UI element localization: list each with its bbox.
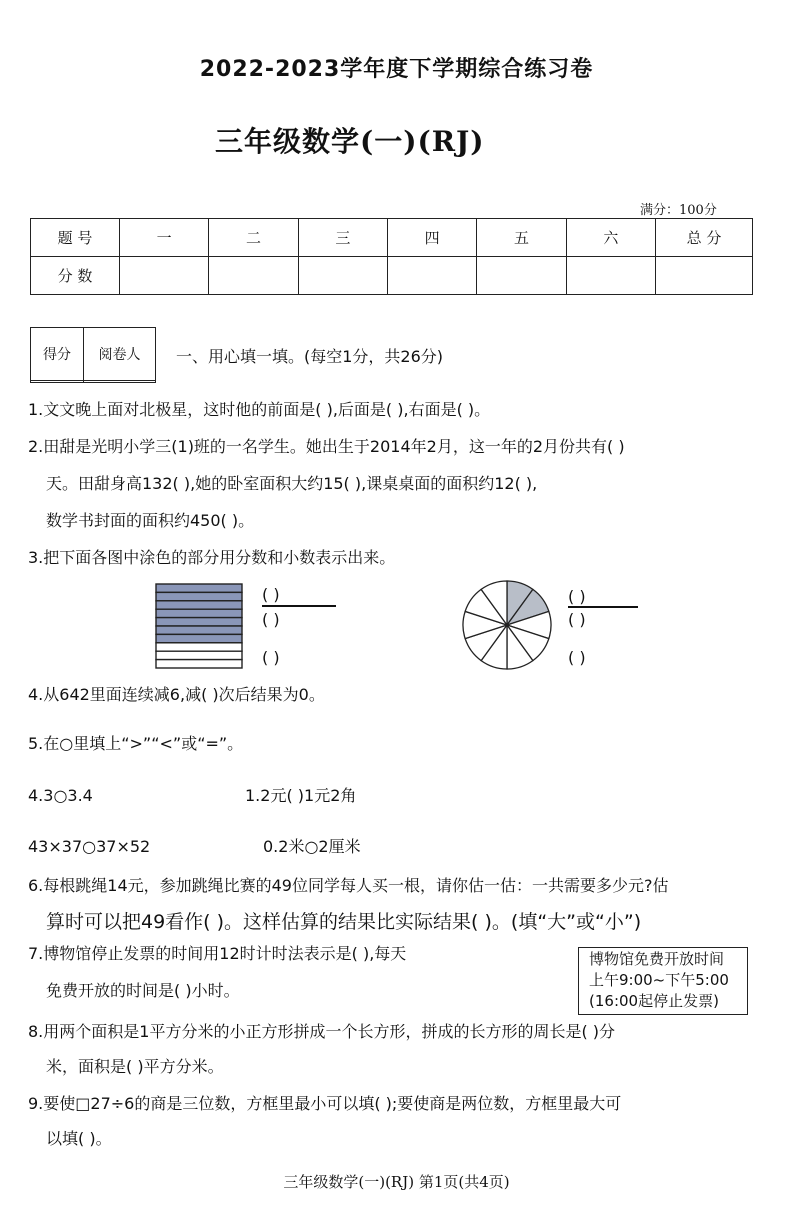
question-5-a: 4.3○3.4 [28,786,93,805]
score-row-label: 分 数 [31,257,120,295]
question-2-line-1: 2.田甜是光明小学三(1)班的一名学生。她出生于2014年2月，这一年的2月份共有( ) [28,437,625,456]
question-4: 4.从642里面连续减6,减( )次后结果为0。 [28,685,325,704]
circle-fraction-bar [568,606,638,608]
museum-hours-line: 博物馆免费开放时间 [589,950,725,968]
question-5-d: 0.2米○2厘米 [263,837,361,856]
question-9-line-1: 9.要使□27÷6的商是三位数，方框里最小可以填( );要使商是两位数，方框里最大可 [28,1094,622,1113]
circle-decimal-answer: ( ) [568,648,586,667]
question-8-line-1: 8.用两个面积是1平方分米的小正方形拼成一个长方形，拼成的长方形的周长是( )分 [28,1022,616,1041]
shaded-strip [156,609,242,617]
shaded-strip [156,634,242,642]
grader-score-cell[interactable] [31,380,84,383]
score-cell[interactable] [209,257,298,295]
score-cell[interactable] [298,257,387,295]
question-8-line-2: 米，面积是( )平方分米。 [46,1057,224,1076]
score-header-cell: 二 [209,219,298,257]
grader-name-cell[interactable] [84,380,156,383]
section-1-heading: 一、用心填一填。(每空1分，共26分) [176,347,444,366]
question-6-line-1: 6.每根跳绳14元，参加跳绳比赛的49位同学每人买一根，请你估一估：一共需要多少元?估 [28,876,669,895]
score-header-cell: 题 号 [31,219,120,257]
score-cell[interactable] [387,257,476,295]
question-7-line-2: 免费开放的时间是( )小时。 [46,981,240,1000]
striped-rectangle-figure [150,580,250,672]
question-5-b: 1.2元( )1元2角 [245,786,357,805]
exam-subtitle: 三年级数学(一)(RJ) [215,125,485,158]
score-cell[interactable] [566,257,655,295]
shaded-strip [156,584,242,592]
question-5-c: 43×37○37×52 [28,837,151,856]
score-header-cell: 总 分 [656,219,753,257]
rect-fraction-numerator: ( ) [262,585,280,604]
question-2-line-3: 数学书封面的面积约450( )。 [46,511,255,530]
score-header-cell: 六 [566,219,655,257]
score-cell[interactable] [120,257,209,295]
score-header-cell: 四 [387,219,476,257]
circle-fraction-denominator: ( ) [568,610,586,629]
museum-hours-line: 上午9:00~下午5:00 [589,971,729,989]
grader-box [30,327,156,383]
shaded-strip [156,626,242,634]
question-2-line-2: 天。田甜身高132( ),她的卧室面积大约15( ),课桌桌面的面积约12( ), [46,474,538,493]
grader-score-label: 得分 [31,328,84,381]
full-score: 满分：100分 [640,203,717,218]
score-header-cell: 三 [298,219,387,257]
question-1: 1.文文晚上面对北极星，这时他的前面是( ),后面是( ),右面是( )。 [28,400,491,419]
rect-fraction-bar [262,605,336,607]
score-table-value-row [31,257,753,295]
museum-hours-line: (16:00起停止发票) [589,992,719,1010]
unshaded-strip [156,651,242,659]
score-header-cell: 一 [120,219,209,257]
shaded-strip [156,618,242,626]
score-table-header-row [31,219,753,257]
rect-fraction-denominator: ( ) [262,610,280,629]
question-5: 5.在○里填上“>”“<”或“=”。 [28,734,244,753]
question-3: 3.把下面各图中涂色的部分用分数和小数表示出来。 [28,548,396,567]
score-cell[interactable] [477,257,566,295]
rect-decimal-answer: ( ) [262,648,280,667]
grader-name-label: 阅卷人 [84,328,156,381]
sector-circle-figure [460,578,554,672]
unshaded-strip [156,643,242,651]
exam-title: 2022-2023学年度下学期综合练习卷 [199,57,594,82]
question-7-line-1: 7.博物馆停止发票的时间用12时计时法表示是( ),每天 [28,944,407,963]
score-table [30,218,753,295]
page-footer: 三年级数学(一)(RJ) 第1页(共4页) [283,1173,510,1191]
score-cell[interactable] [656,257,753,295]
museum-hours-box [578,947,748,1015]
score-header-cell: 五 [477,219,566,257]
shaded-strip [156,601,242,609]
question-9-line-2: 以填( )。 [46,1129,112,1148]
shaded-strip [156,592,242,600]
question-6-line-2: 算时可以把49看作( )。这样估算的结果比实际结果( )。(填“大”或“小”) [46,911,642,933]
unshaded-strip [156,660,242,668]
circle-fraction-numerator: ( ) [568,587,586,606]
